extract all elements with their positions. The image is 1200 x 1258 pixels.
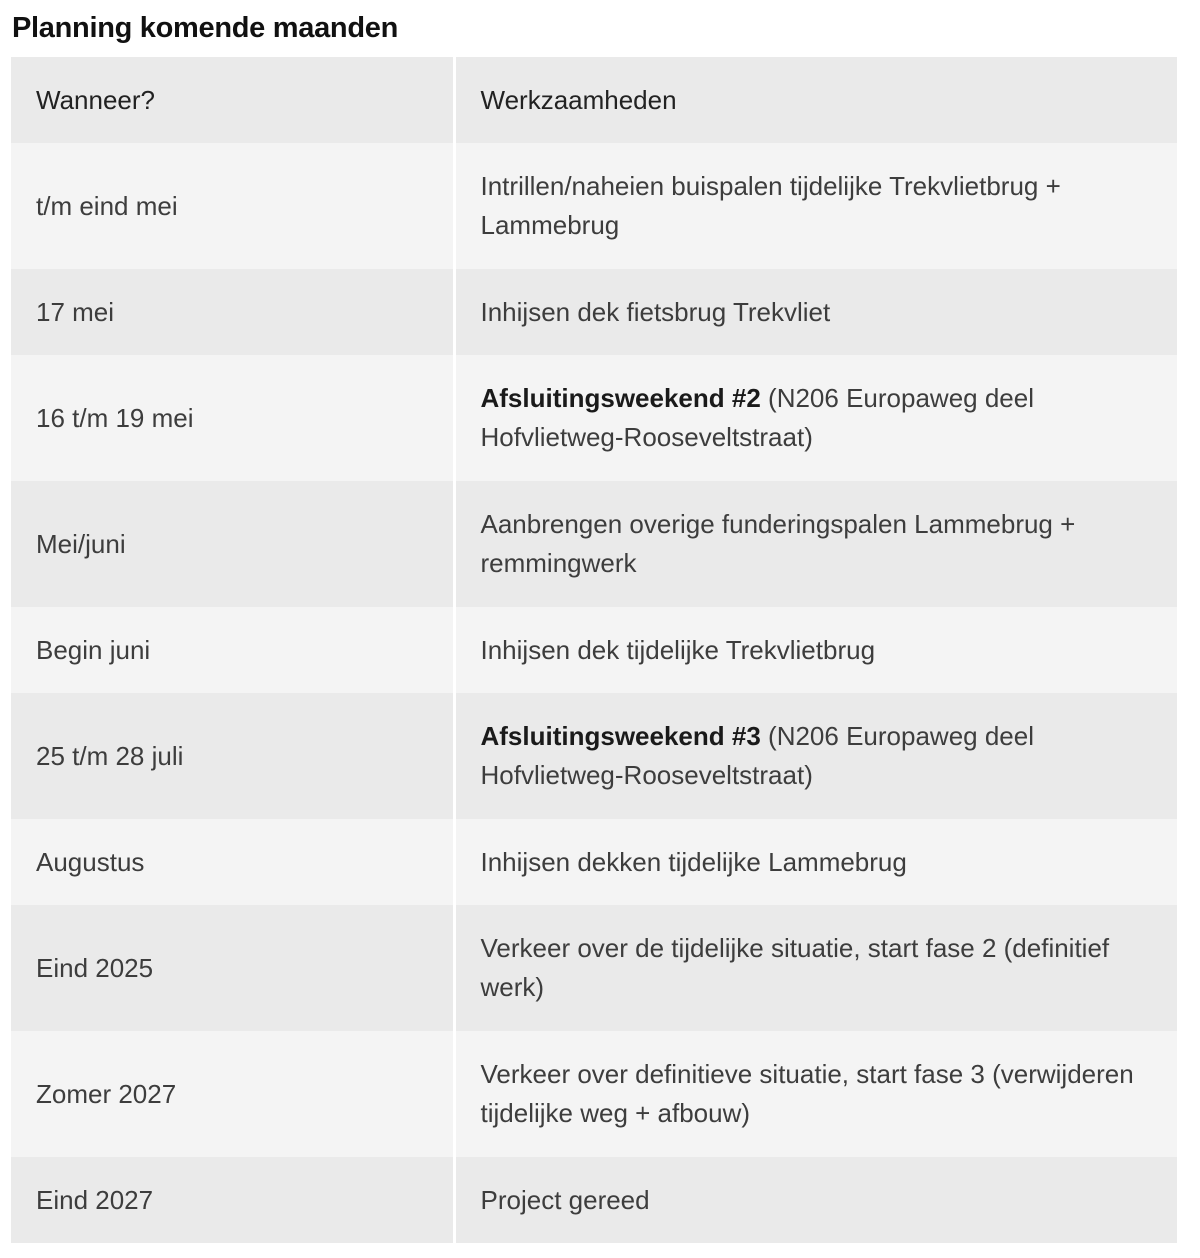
work-cell	[454, 481, 1177, 607]
work-highlight: Afsluitingsweekend #3	[480, 721, 761, 751]
work-text: Verkeer over de tijdelijke situatie, start fase 2 (definitief werk)	[480, 933, 1110, 1002]
when-cell: Eind 2027	[11, 1157, 454, 1243]
work-text: Aanbrengen overige funderingspalen Lammebrug + remmingwerk	[480, 509, 1076, 578]
work-cell	[454, 607, 1177, 693]
when-cell: 17 mei	[11, 269, 454, 355]
work-cell	[454, 1031, 1177, 1157]
work-highlight: Afsluitingsweekend #2	[480, 383, 761, 413]
when-cell: Eind 2025	[11, 905, 454, 1031]
work-cell	[454, 355, 1177, 481]
work-cell	[454, 1157, 1177, 1243]
table-row	[11, 1157, 1177, 1243]
work-cell	[454, 905, 1177, 1031]
column-header-work: Werkzaamheden	[454, 57, 1177, 143]
planning-table	[11, 57, 1177, 1243]
work-cell	[454, 819, 1177, 905]
work-text: Intrillen/naheien buispalen tijdelijke Trekvlietbrug + Lammebrug	[480, 171, 1061, 240]
table-row	[11, 693, 1177, 819]
page-title: Planning komende maanden	[12, 12, 398, 44]
table-row	[11, 819, 1177, 905]
work-text: Inhijsen dekken tijdelijke Lammebrug	[480, 846, 907, 877]
work-text: Verkeer over definitieve situatie, start fase 3 (verwijderen tijdelijke weg + afbouw)	[480, 1059, 1134, 1128]
work-cell	[454, 693, 1177, 819]
table-row	[11, 355, 1177, 481]
work-cell	[454, 143, 1177, 269]
table-header-row	[11, 57, 1177, 143]
when-cell: Zomer 2027	[11, 1031, 454, 1157]
when-cell: Mei/juni	[11, 481, 454, 607]
work-text: Inhijsen dek tijdelijke Trekvlietbrug	[480, 634, 876, 665]
when-cell: Begin juni	[11, 607, 454, 693]
work-text: (N206 Europaweg deel Hofvlietweg-Rooseveltstraat)	[480, 721, 1034, 790]
table-row	[11, 607, 1177, 693]
when-cell: t/m eind mei	[11, 143, 454, 269]
work-text: Inhijsen dek fietsbrug Trekvliet	[480, 296, 831, 327]
table-row	[11, 905, 1177, 1031]
when-cell: Augustus	[11, 819, 454, 905]
column-header-when: Wanneer?	[11, 57, 454, 143]
work-cell	[454, 269, 1177, 355]
table-row	[11, 269, 1177, 355]
work-text: (N206 Europaweg deel Hofvlietweg-Rooseveltstraat)	[480, 383, 1034, 452]
table-row	[11, 1031, 1177, 1157]
table-row	[11, 143, 1177, 269]
table-row	[11, 481, 1177, 607]
when-cell: 25 t/m 28 juli	[11, 693, 454, 819]
work-text: Project gereed	[480, 1184, 650, 1215]
when-cell: 16 t/m 19 mei	[11, 355, 454, 481]
